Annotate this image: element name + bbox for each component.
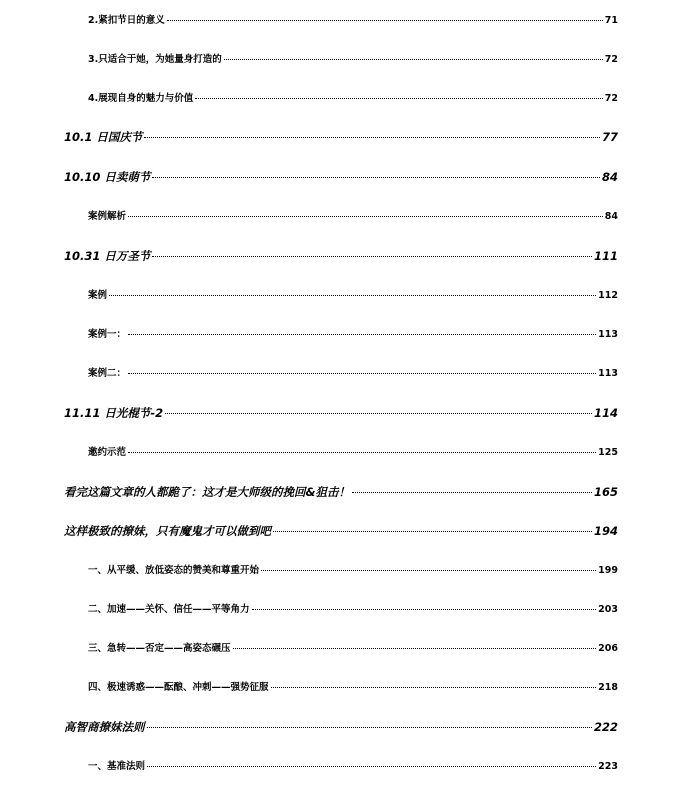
toc-dot-leader — [128, 216, 603, 217]
toc-dot-leader — [224, 59, 603, 60]
toc-page-number: 77 — [601, 130, 618, 144]
toc-page-number: 84 — [604, 211, 618, 222]
toc-dot-leader — [165, 413, 592, 414]
toc-entry-title: 2.紧扣节日的意义 — [88, 15, 165, 26]
toc-entry-title: 案例解析 — [88, 211, 127, 222]
toc-entry-step-three[interactable] — [88, 640, 618, 658]
toc-entry-case-analysis[interactable] — [88, 208, 618, 226]
toc-page-number: 222 — [593, 720, 618, 734]
toc-page-number: 111 — [593, 249, 618, 263]
toc-page-number: 72 — [604, 54, 618, 65]
toc-entry-case-two[interactable] — [88, 365, 618, 383]
toc-dot-leader — [128, 334, 596, 335]
toc-entry-title: 10.1 日国庆节 — [64, 130, 143, 144]
toc-entry-title: 这样极致的撩妹，只有魔鬼才可以做到吧 — [64, 524, 271, 538]
toc-page-number: 125 — [598, 447, 618, 458]
toc-entry-title: 看完这篇文章的人都跪了：这才是大师级的挽回&狙击！ — [64, 485, 351, 499]
toc-entry-case[interactable] — [88, 287, 618, 305]
toc-page-number: 113 — [598, 368, 618, 379]
toc-page-number: 112 — [598, 290, 618, 301]
toc-dot-leader — [128, 452, 596, 453]
toc-entry-title: 10.31 日万圣节 — [64, 249, 151, 263]
toc-entry-title: 二、加速——关怀、信任——平等角力 — [88, 604, 250, 615]
toc-entry-meaning[interactable] — [88, 12, 618, 30]
toc-dot-leader — [195, 98, 603, 99]
toc-entry-high-iq-rules[interactable] — [64, 718, 618, 736]
toc-page-number: 206 — [598, 643, 618, 654]
toc-page-number: 223 — [598, 761, 618, 772]
toc-page-number: 194 — [593, 524, 618, 538]
toc-page-number: 203 — [598, 604, 618, 615]
toc-dot-leader — [233, 648, 597, 649]
toc-page-number: 114 — [593, 406, 618, 420]
toc-entry-master-recovery[interactable] — [64, 483, 618, 501]
toc-dot-leader — [252, 609, 597, 610]
toc-page-number: 71 — [604, 15, 618, 26]
toc-dot-leader — [144, 137, 600, 138]
toc-entry-title: 4.展现自身的魅力与价值 — [88, 93, 194, 104]
toc-entry-cute-day[interactable] — [64, 168, 618, 186]
toc-entry-title: 一、基准法则 — [88, 761, 146, 772]
toc-entry-step-one[interactable] — [88, 562, 618, 580]
toc-entry-invitation-demo[interactable] — [88, 444, 618, 462]
toc-dot-leader — [261, 570, 596, 571]
toc-dot-leader — [273, 531, 592, 532]
toc-entry-title: 案例二： — [88, 368, 127, 379]
toc-entry-extreme-flirting[interactable] — [64, 522, 618, 540]
toc-entry-title: 10.10 日卖萌节 — [64, 170, 151, 184]
toc-page-number: 199 — [598, 565, 618, 576]
toc-dot-leader — [352, 492, 592, 493]
toc-entry-title: 案例一： — [88, 329, 127, 340]
toc-dot-leader — [271, 687, 597, 688]
toc-page-number: 84 — [601, 170, 618, 184]
toc-entry-charm[interactable] — [88, 90, 618, 108]
toc-page-number: 113 — [598, 329, 618, 340]
toc-entry-singles-day[interactable] — [64, 404, 618, 422]
toc-entry-title: 三、急转——否定——高姿态碾压 — [88, 643, 231, 654]
toc-entry-title: 高智商撩妹法则 — [64, 720, 145, 734]
toc-dot-leader — [147, 766, 596, 767]
toc-entry-case-one[interactable] — [88, 326, 618, 344]
toc-dot-leader — [152, 177, 600, 178]
toc-page-number: 165 — [593, 485, 618, 499]
toc-entry-step-four[interactable] — [88, 679, 618, 697]
toc-entry-title: 11.11 日光棍节-2 — [64, 406, 164, 420]
toc-dot-leader — [147, 727, 592, 728]
toc-entry-title: 案例 — [88, 290, 108, 301]
toc-entry-step-two[interactable] — [88, 601, 618, 619]
toc-entry-halloween[interactable] — [64, 247, 618, 265]
toc-entry-title: 3.只适合于她，为她量身打造的 — [88, 54, 222, 65]
toc-entry-title: 邀约示范 — [88, 447, 127, 458]
toc-entry-title: 一、从平缓、放低姿态的赞美和尊重开始 — [88, 565, 260, 576]
toc-entry-base-rule[interactable] — [88, 758, 618, 776]
toc-dot-leader — [167, 20, 603, 21]
toc-dot-leader — [109, 295, 596, 296]
toc-entry-national-day[interactable] — [64, 128, 618, 146]
toc-entry-title: 四、极速诱惑——酝酿、冲刺——强势征服 — [88, 682, 269, 693]
toc-dot-leader — [128, 373, 596, 374]
toc-page-number: 72 — [604, 93, 618, 104]
toc-dot-leader — [152, 256, 592, 257]
toc-entry-tailored[interactable] — [88, 51, 618, 69]
toc-page-number: 218 — [598, 682, 618, 693]
